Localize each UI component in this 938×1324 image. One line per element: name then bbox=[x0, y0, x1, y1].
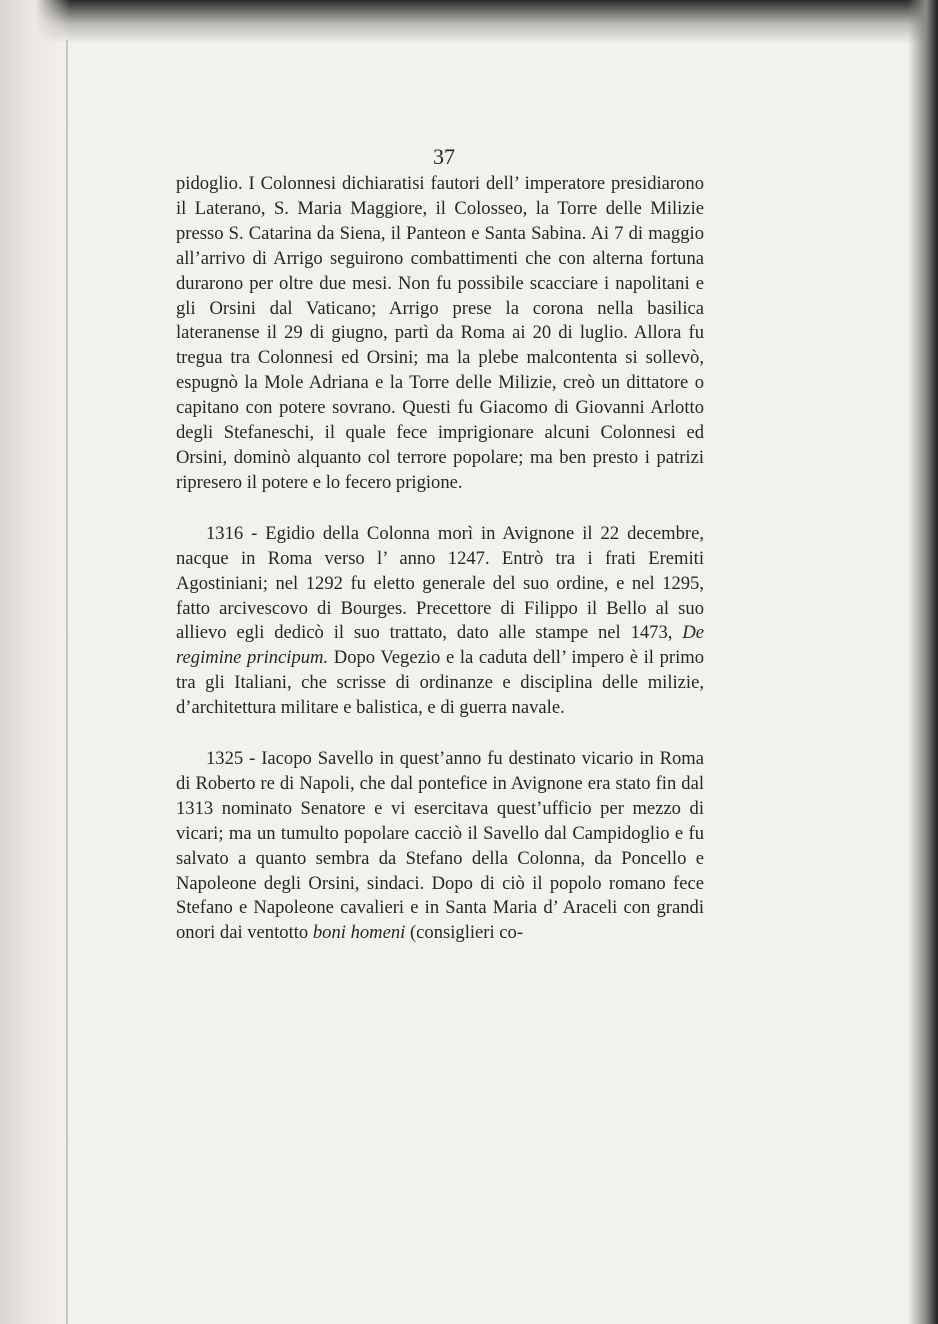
scan-shadow-top bbox=[0, 0, 938, 44]
paragraph-continuation: pidoglio. I Colonnesi dichiaratisi fautori dell’ imperatore presidiarono il Laterano, S. Maria Maggiore, il Colosseo, la Torre delle Milizie presso S. Catarina da Siena, il Panteon e Santa Sabina. Ai 7 di maggio all’arrivo di Arrigo seguirono combattimenti che con alterna fortuna durarono per oltre due mesi. Non fu possibile scacciare i napolitani e gli Orsini dal Vaticano; Arrigo prese la corona nella basilica lateranense il 29 di giugno, partì da Roma ai 20 di luglio. Allora fu tregua tra Colonnesi ed Orsini; ma la plebe malcontenta si sollevò, espugnò la Mole Adriana e la Torre delle Milizie, creò un dittatore o capitano con potere sovrano. Questi fu Giacomo di Giovanni Arlotto degli Stefaneschi, il quale fece imprigionare alcuni Colonnesi ed Orsini, dominò alquanto col terrore popolare; ma ben presto i patrizi ripresero il potere e lo fecero prigione. bbox=[176, 173, 704, 493]
binding-gutter bbox=[66, 40, 68, 1324]
scan-shadow-left bbox=[0, 0, 70, 1324]
body-text bbox=[176, 172, 704, 946]
paragraph-text: (consiglieri co- bbox=[405, 922, 524, 944]
paragraph-text: 1325 - Iacopo Savello in quest’anno fu destinato vicario in Roma di Roberto re di Napoli, che dal pontefice in Avignone era stato fin dal 1313 nominato Senatore e vi esercitava quest’ufficio per mezzo di vicari; ma un tumulto popolare cacciò il Savello dal Campidoglio e fu salvato a quanto sembra da Stefano della Colonna, da Poncello e Napoleone degli Orsini, sindaci. Dopo di ciò il popolo romano fece Stefano e Napoleone cavalieri e in Santa Maria d’ Araceli con grandi onori dai ventotto bbox=[176, 748, 704, 944]
paragraph-1325 bbox=[176, 747, 704, 946]
book-title: De regimine principum. bbox=[176, 622, 704, 669]
scan-shadow-right bbox=[908, 0, 938, 1324]
paragraph-text: Dopo Vegezio e la caduta dell’ impero è il primo tra gli Italiani, che scrisse di ordinanze e disciplina delle milizie, d’architettura militare e balistica, e di guerra navale. bbox=[176, 647, 704, 719]
italic-term: boni homeni bbox=[312, 922, 406, 944]
page-number: 37 bbox=[433, 144, 455, 169]
paragraph-1316 bbox=[176, 522, 704, 721]
paragraph-text: 1316 - Egidio della Colonna morì in Avignone il 22 decembre, nacque in Roma verso l’ anno 1247. Entrò tra i frati Eremiti Agostiniani; nel 1292 fu eletto generale del suo ordine, e nel 1295, fatto arcivescovo di Bourges. Precettore di Filippo il Bello al suo allievo egli dedicò il suo trattato, dato alle stampe nel 1473, bbox=[176, 522, 704, 644]
